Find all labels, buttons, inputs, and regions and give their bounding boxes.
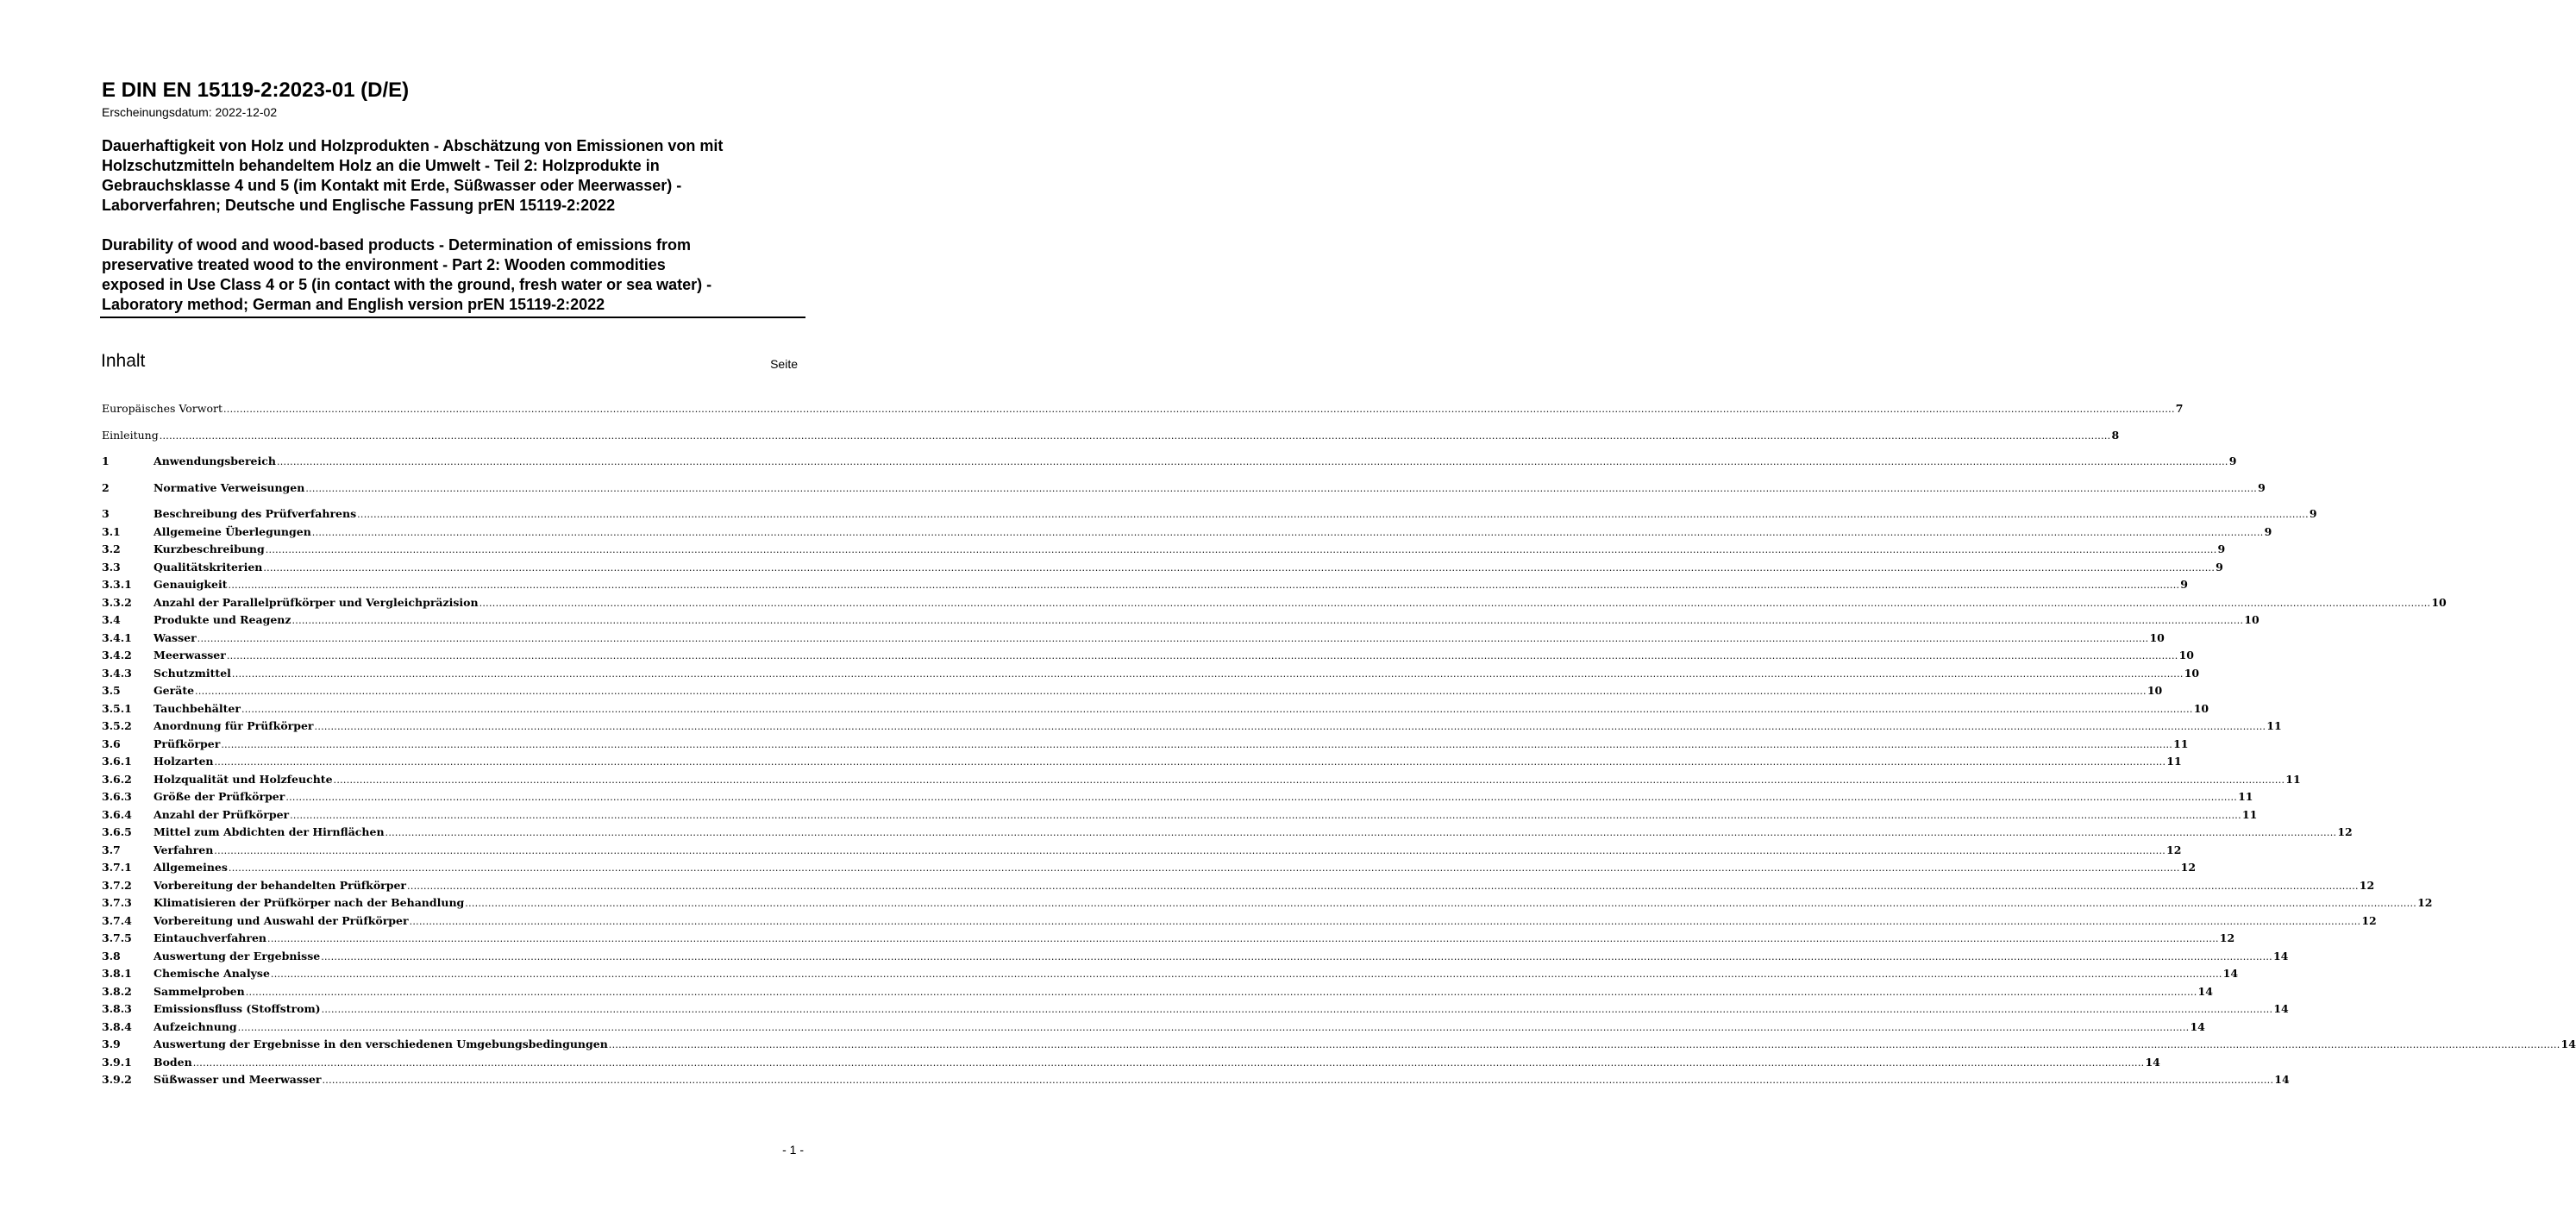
toc-entry-page: 11 <box>2285 772 2301 786</box>
toc-entry-number: 3.7.2 <box>102 878 132 892</box>
toc-entry-number: 3.6 <box>102 737 121 750</box>
toc-entry-page: 11 <box>2173 737 2189 750</box>
toc-entry[interactable] <box>102 523 2272 542</box>
toc-entry-number: 3.9.2 <box>102 1073 132 1086</box>
toc-entry-title: Beschreibung des Prüfverfahrens <box>154 507 357 520</box>
toc-entry-title: Holzqualität und Holzfeuchte <box>154 772 333 786</box>
toc-entry[interactable] <box>102 630 2165 648</box>
toc-entry-page: 9 <box>2180 578 2188 591</box>
toc-entry-number: 3.3.1 <box>102 578 132 591</box>
toc-entry-number: 3.8 <box>102 949 121 962</box>
toc-entry-number: 3.7.5 <box>102 931 132 944</box>
toc-entry[interactable] <box>102 824 2353 842</box>
toc-entry-page: 7 <box>2175 402 2184 415</box>
toc-entry-number: 3.8.2 <box>102 984 132 998</box>
toc-dot-leader <box>290 807 2241 825</box>
title-german-line: Gebrauchsklasse 4 und 5 (im Kontakt mit Erde, Süßwasser oder Meerwasser) - <box>102 177 682 194</box>
toc-entry-title: Chemische Analyse <box>154 967 270 980</box>
title-english-line: exposed in Use Class 4 or 5 (in contact with the ground, fresh water or sea water) - <box>102 276 712 293</box>
toc-entry-number: 3.6.2 <box>102 772 132 786</box>
toc-entry[interactable] <box>102 1071 2290 1089</box>
toc-dot-leader <box>215 754 2166 772</box>
toc-entry[interactable] <box>102 400 2184 418</box>
toc-entry-title: Anordnung für Prüfkörper <box>154 719 314 732</box>
toc-entry[interactable] <box>102 806 2258 824</box>
toc-entry-title: Auswertung der Ergebnisse in den verschiedenen Umgebungsbedingungen <box>154 1038 608 1050</box>
toc-entry[interactable] <box>102 611 2259 630</box>
toc-entry-number: 3.6.4 <box>102 807 132 821</box>
toc-dot-leader <box>305 480 2257 498</box>
toc-entry-page: 10 <box>2147 684 2163 697</box>
toc-entry-page: 9 <box>2258 480 2266 494</box>
toc-entry-title: Größe der Prüfkörper <box>154 790 285 803</box>
toc-entry-page: 9 <box>2309 507 2317 520</box>
toc-entry-title: Geräte <box>154 684 195 697</box>
toc-dot-leader <box>465 895 2416 913</box>
toc-entry-number: 3.7.1 <box>102 861 132 874</box>
toc-entry[interactable] <box>102 1000 2289 1019</box>
toc-dot-leader <box>193 1055 2145 1073</box>
toc-entry-title: Anzahl der Prüfkörper <box>154 807 290 821</box>
toc-entry-page: 10 <box>2184 666 2200 680</box>
document-id: E DIN EN 15119-2:2023-01 (D/E) <box>102 78 410 102</box>
title-german <box>102 136 804 216</box>
toc-dot-leader <box>221 737 2172 755</box>
toc-entry-page: 12 <box>2219 931 2235 944</box>
toc-dot-leader <box>277 454 2228 472</box>
toc-entry-number: 3.4 <box>102 613 121 626</box>
toc-heading: Inhalt <box>101 351 146 371</box>
toc-dot-leader <box>285 789 2237 807</box>
toc-entry-number: 3.2 <box>102 542 121 555</box>
toc-entry-number: 3.5 <box>102 684 121 697</box>
toc-entry-number: 3.8.3 <box>102 1002 132 1015</box>
toc-entry-title: Mittel zum Abdichten der Hirnflächen <box>154 825 385 838</box>
toc-dot-leader <box>334 772 2285 790</box>
toc-entry-title: Aufzeichnung <box>154 1019 237 1033</box>
toc-entry-number: 3.3.2 <box>102 595 132 609</box>
toc-entry-page: 14 <box>2272 949 2289 962</box>
toc-entry-page: 14 <box>2145 1055 2160 1069</box>
toc-entry-page: 10 <box>2244 613 2259 626</box>
toc-entry-title: Sammelproben <box>154 984 245 998</box>
toc-entry-title: Anwendungsbereich <box>154 455 276 467</box>
toc-entry-title: Auswertung der Ergebnisse <box>154 949 321 962</box>
toc-entry-title: Süßwasser und Meerwasser <box>154 1073 322 1086</box>
toc-dot-leader <box>195 683 2147 701</box>
toc-entry-number: 3.1 <box>102 524 121 538</box>
toc-entry-page: 11 <box>2166 755 2182 768</box>
toc-entry-page: 12 <box>2337 825 2353 838</box>
toc-entry-number: 3.8.4 <box>102 1019 132 1033</box>
toc-entry-title: Emissionsfluss (Stoffstrom) <box>154 1002 321 1015</box>
toc-dot-leader <box>238 1019 2190 1038</box>
toc-entry-title: Genauigkeit <box>154 578 228 591</box>
toc-entry[interactable] <box>102 559 2223 577</box>
toc-entry-number: 3.7 <box>102 843 121 856</box>
toc-entry-title: Allgemeine Überlegungen <box>154 524 311 538</box>
toc-entry-title: Einleitung <box>102 428 159 442</box>
toc-dot-leader <box>197 630 2149 649</box>
toc-dot-leader <box>160 428 2111 446</box>
toc-entry-page: 14 <box>2197 984 2213 998</box>
toc-entry-page: 10 <box>2193 701 2209 715</box>
toc-dot-leader <box>229 577 2180 595</box>
toc-entry[interactable] <box>102 983 2213 1001</box>
toc-entry-page: 9 <box>2264 524 2272 538</box>
toc-entry-title: Vorbereitung und Auswahl der Prüfkörper <box>154 913 409 927</box>
toc-entry[interactable] <box>102 965 2239 983</box>
publication-date: Erscheinungsdatum: 2022-12-02 <box>102 105 278 119</box>
toc-entry-title: Normative Verweisungen <box>154 480 305 494</box>
toc-entry-page: 12 <box>2359 878 2375 892</box>
toc-dot-leader <box>214 843 2165 861</box>
toc-entry-title: Europäisches Vorwort <box>102 402 223 415</box>
title-german-line: Laborverfahren; Deutsche und Englische Fassung prEN 15119-2:2022 <box>102 197 616 214</box>
toc-entry-page: 14 <box>2560 1038 2576 1050</box>
toc-dot-leader <box>263 560 2215 578</box>
toc-entry-page: 9 <box>2217 542 2226 555</box>
toc-entry-number: 3.7.4 <box>102 913 132 927</box>
toc-entry-page: 9 <box>2216 560 2223 574</box>
toc-entry-page: 11 <box>2266 719 2282 732</box>
toc-dot-leader <box>323 1072 2274 1090</box>
toc-entry[interactable] <box>102 665 2200 683</box>
toc-entry[interactable] <box>102 948 2289 966</box>
toc-entry-title: Allgemeines <box>154 861 228 874</box>
toc-entry[interactable] <box>102 930 2235 948</box>
toc-entry-number: 3.9.1 <box>102 1055 132 1069</box>
toc-entry-title: Boden <box>154 1055 192 1069</box>
toc-entry-number: 3.7.3 <box>102 896 132 909</box>
toc-entry[interactable] <box>102 682 2163 700</box>
toc-entry-page: 12 <box>2166 843 2182 856</box>
toc-entry[interactable] <box>102 541 2226 559</box>
table-of-contents <box>102 400 2576 1089</box>
toc-entry-title: Meerwasser <box>154 649 226 661</box>
toc-entry[interactable] <box>102 427 2120 445</box>
page-number: - 1 - <box>782 1143 804 1157</box>
toc-entry-number: 3.8.1 <box>102 967 132 980</box>
title-german-line: Holzschutzmitteln behandeltem Holz an die Umwelt - Teil 2: Holzprodukte in <box>102 157 660 174</box>
title-english-line: preservative treated wood to the environment - Part 2: Wooden commodities <box>102 256 666 273</box>
toc-entry-title: Qualitätskriterien <box>154 560 263 574</box>
toc-entry-title: Prüfkörper <box>154 737 221 750</box>
toc-page-column-label: Seite <box>770 357 798 371</box>
toc-entry-number: 3.9 <box>102 1038 121 1050</box>
toc-dot-leader <box>241 701 2193 719</box>
toc-entry-title: Vorbereitung der behandelten Prüfkörper <box>154 878 407 892</box>
toc-dot-leader <box>410 913 2361 931</box>
toc-entry-title: Kurzbeschreibung <box>154 542 265 555</box>
toc-entry-page: 14 <box>2274 1073 2290 1086</box>
toc-dot-leader <box>479 595 2431 613</box>
toc-entry-page: 12 <box>2180 861 2197 874</box>
title-english-line: Laboratory method; German and English version prEN 15119-2:2022 <box>102 296 605 313</box>
toc-entry-page: 8 <box>2111 428 2120 442</box>
toc-entry[interactable] <box>102 736 2189 754</box>
toc-entry-page: 12 <box>2361 913 2377 927</box>
title-german-line: Dauerhaftigkeit von Holz und Holzprodukten - Abschätzung von Emissionen von mit <box>102 137 724 154</box>
toc-entry[interactable] <box>102 480 2266 498</box>
toc-entry[interactable] <box>102 505 2317 523</box>
toc-entry-number: 3.4.1 <box>102 630 132 644</box>
toc-entry[interactable] <box>102 877 2375 895</box>
toc-entry-number: 3 <box>102 507 110 520</box>
toc-dot-leader <box>271 966 2222 984</box>
toc-dot-leader <box>385 824 2337 843</box>
toc-entry[interactable] <box>102 700 2209 718</box>
toc-dot-leader <box>267 931 2219 949</box>
toc-entry-title: Produkte und Reagenz <box>154 613 291 626</box>
toc-entry-title: Verfahren <box>154 843 214 856</box>
toc-entry[interactable] <box>102 594 2447 612</box>
toc-entry[interactable] <box>102 718 2282 736</box>
toc-dot-leader <box>321 949 2272 967</box>
toc-entry[interactable] <box>102 576 2188 594</box>
toc-entry-title: Eintauchverfahren <box>154 931 267 944</box>
toc-entry-title: Holzarten <box>154 755 214 768</box>
toc-entry[interactable] <box>102 453 2237 471</box>
toc-entry-number: 3.6.5 <box>102 825 132 838</box>
toc-dot-leader <box>322 1001 2273 1019</box>
toc-entry[interactable] <box>102 859 2197 877</box>
toc-entry-page: 10 <box>2431 595 2447 609</box>
toc-entry-title: Tauchbehälter <box>154 701 241 715</box>
toc-dot-leader <box>229 860 2180 878</box>
toc-dot-leader <box>246 984 2197 1002</box>
toc-entry-page: 9 <box>2228 455 2237 467</box>
toc-entry-title: Anzahl der Parallelprüfkörper und Vergleichpräzision <box>154 595 479 609</box>
toc-entry[interactable] <box>102 1054 2160 1072</box>
toc-entry[interactable] <box>102 842 2182 860</box>
toc-entry-page: 12 <box>2417 896 2433 909</box>
toc-entry-number: 3.4.2 <box>102 649 132 661</box>
toc-entry-page: 10 <box>2149 630 2165 644</box>
toc-dot-leader <box>609 1037 2560 1055</box>
toc-entry-page: 11 <box>2238 790 2253 803</box>
toc-entry-page: 10 <box>2178 649 2194 661</box>
toc-entry-number: 3.3 <box>102 560 121 574</box>
toc-entry[interactable] <box>102 1019 2205 1037</box>
toc-entry[interactable] <box>102 1036 2576 1054</box>
toc-entry-page: 14 <box>2222 967 2239 980</box>
toc-entry-page: 11 <box>2241 807 2258 821</box>
toc-entry-page: 14 <box>2190 1019 2205 1033</box>
toc-dot-leader <box>227 648 2178 666</box>
toc-entry-number: 1 <box>102 455 110 467</box>
toc-entry[interactable] <box>102 912 2377 931</box>
toc-dot-leader <box>407 878 2359 896</box>
toc-entry[interactable] <box>102 647 2194 665</box>
toc-entry[interactable] <box>102 753 2182 771</box>
toc-entry-title: Wasser <box>154 630 197 644</box>
toc-dot-leader <box>357 506 2309 524</box>
toc-entry-number: 3.5.1 <box>102 701 132 715</box>
toc-entry-title: Klimatisieren der Prüfkörper nach der Behandlung <box>154 896 465 909</box>
toc-entry-page: 14 <box>2273 1002 2289 1015</box>
toc-dot-leader <box>232 666 2184 684</box>
title-divider <box>100 317 805 318</box>
title-english <box>102 235 804 315</box>
toc-entry[interactable] <box>102 894 2433 912</box>
toc-entry-number: 3.6.3 <box>102 790 132 803</box>
toc-entry[interactable] <box>102 771 2301 789</box>
toc-entry[interactable] <box>102 788 2253 806</box>
toc-dot-leader <box>266 542 2217 560</box>
toc-entry-number: 3.5.2 <box>102 719 132 732</box>
toc-entry-number: 2 <box>102 480 110 494</box>
toc-entry-number: 3.6.1 <box>102 755 132 768</box>
toc-entry-number: 3.4.3 <box>102 666 132 680</box>
toc-dot-leader <box>223 401 2175 419</box>
toc-entry-title: Schutzmittel <box>154 666 231 680</box>
toc-dot-leader <box>291 612 2243 630</box>
toc-dot-leader <box>315 718 2266 737</box>
title-english-line: Durability of wood and wood-based products - Determination of emissions from <box>102 236 692 254</box>
toc-dot-leader <box>312 524 2264 542</box>
